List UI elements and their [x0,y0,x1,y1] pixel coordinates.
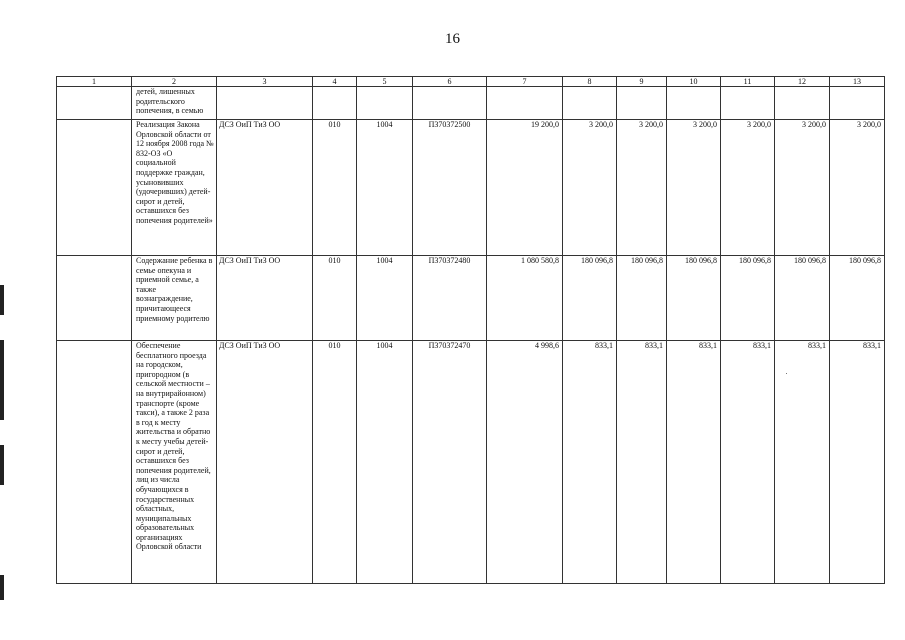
row-description: Содержание ребенка в семье опекуна и приемной семье, а также вознаграждение, причитающееся приемному родителю [132,256,217,341]
table-cell [721,87,775,120]
table-cell [830,87,885,120]
responsible-agency: ДСЗ ОиП ТиЗ ОО [217,341,313,584]
amount-cell: 3 200,0 [667,120,721,256]
amount-total: 4 998,6 [487,341,563,584]
header-cell: 3 [217,77,313,87]
amount-cell: 180 096,8 [775,256,830,341]
scan-speck [786,373,787,374]
table-cell [617,87,667,120]
amount-cell: 180 096,8 [617,256,667,341]
table-cell [413,87,487,120]
scan-edge-mark [0,340,4,420]
table-cell [775,87,830,120]
table-row [57,256,885,341]
amount-total: 19 200,0 [487,120,563,256]
table-cell [217,87,313,120]
scan-edge-mark [0,575,4,600]
scan-edge-mark [0,285,4,315]
responsible-agency: ДСЗ ОиП ТиЗ ОО [217,120,313,256]
header-cell: 5 [357,77,413,87]
table-row [57,341,885,584]
header-cell: 10 [667,77,721,87]
table-cell [563,87,617,120]
amount-cell: 180 096,8 [830,256,885,341]
header-cell: 6 [413,77,487,87]
row-description: Обеспечение бесплатного проезда на городском, пригородном (в сельской местности – на внутрирайонном) транспорте (кроме такси), а также 2 раза в год к месту жительства и обратно к месту учебы детей-сирот и детей, оставшихся без попечения родителей, лиц из числа обучающихся в государственных областных, муниципальных образовательных организациях Орловской области [132,341,217,584]
code-cell: П370372500 [413,120,487,256]
row-description: детей, лишенных родительского попечения, в семью [132,87,217,120]
amount-cell: 833,1 [775,341,830,584]
header-cell: 9 [617,77,667,87]
code-cell: 1004 [357,341,413,584]
amount-cell: 3 200,0 [617,120,667,256]
amount-cell: 833,1 [721,341,775,584]
code-cell: 1004 [357,120,413,256]
code-cell: 010 [313,341,357,584]
amount-cell: 3 200,0 [563,120,617,256]
amount-cell: 180 096,8 [563,256,617,341]
amount-cell: 833,1 [617,341,667,584]
code-cell: 010 [313,120,357,256]
amount-total: 1 080 580,8 [487,256,563,341]
responsible-agency: ДСЗ ОиП ТиЗ ОО [217,256,313,341]
header-row [57,77,885,87]
table-row-continuation [57,87,885,120]
page-number: 16 [445,31,460,47]
header-cell: 8 [563,77,617,87]
table-cell [487,87,563,120]
table-cell [57,120,132,256]
table-cell [57,87,132,120]
amount-cell: 180 096,8 [667,256,721,341]
budget-table [56,76,885,584]
amount-cell: 3 200,0 [830,120,885,256]
amount-cell: 3 200,0 [721,120,775,256]
code-cell: П370372480 [413,256,487,341]
amount-cell: 3 200,0 [775,120,830,256]
amount-cell: 180 096,8 [721,256,775,341]
table-cell [57,341,132,584]
header-cell: 13 [830,77,885,87]
table-cell [57,256,132,341]
code-cell: 1004 [357,256,413,341]
table-cell [357,87,413,120]
table-cell [667,87,721,120]
header-cell: 2 [132,77,217,87]
table-row [57,120,885,256]
row-description: Реализация Закона Орловской области от 12 ноября 2008 года № 832-ОЗ «О социальной поддержке граждан, усыновивших (удочеривших) детей-сирот и детей, оставшихся без попечения родителей» [132,120,217,256]
code-cell: 010 [313,256,357,341]
header-cell: 1 [57,77,132,87]
amount-cell: 833,1 [667,341,721,584]
header-cell: 7 [487,77,563,87]
header-cell: 12 [775,77,830,87]
header-cell: 11 [721,77,775,87]
table-cell [313,87,357,120]
header-cell: 4 [313,77,357,87]
amount-cell: 833,1 [830,341,885,584]
scan-edge-mark [0,445,4,485]
code-cell: П370372470 [413,341,487,584]
amount-cell: 833,1 [563,341,617,584]
